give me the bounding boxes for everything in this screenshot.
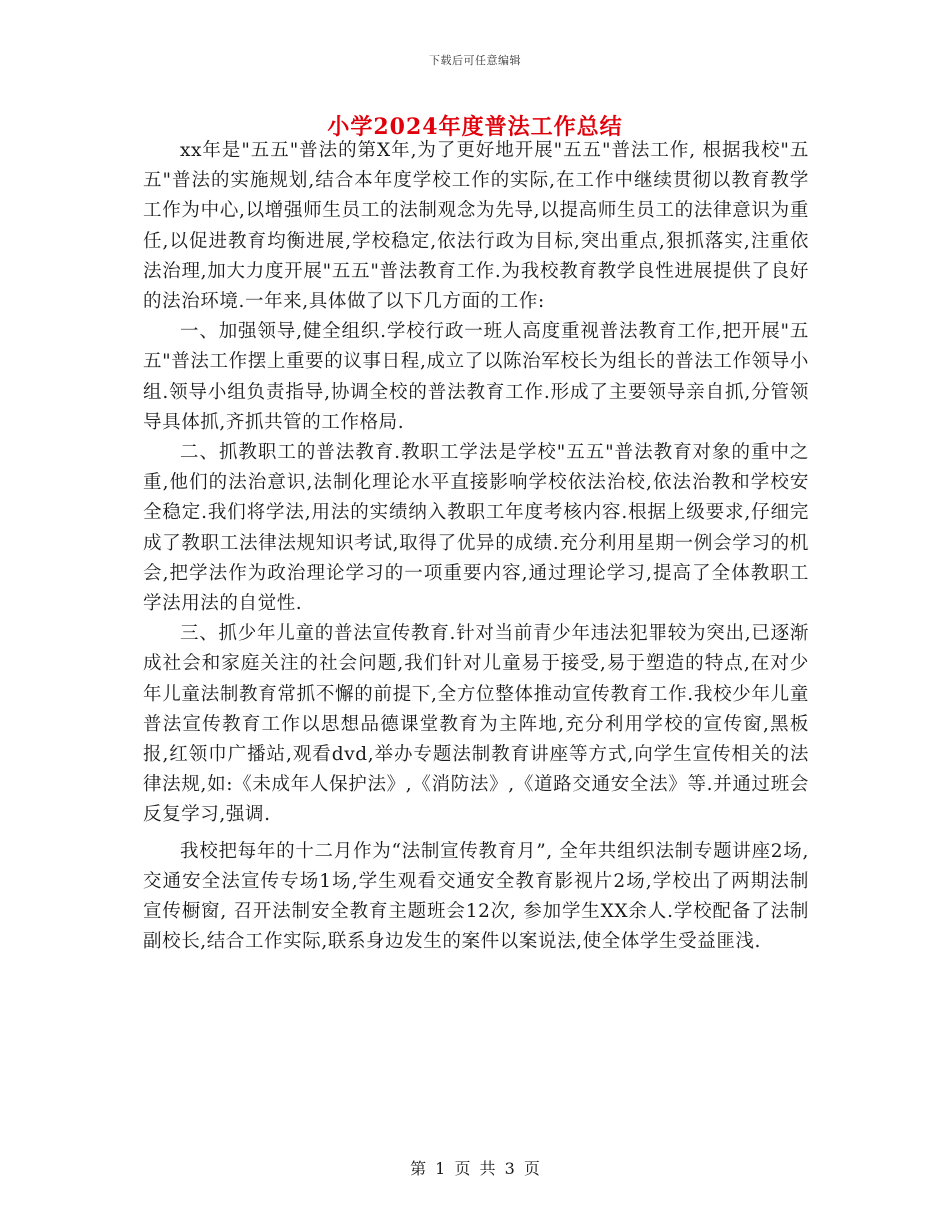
document-title: 小学2024年度普法工作总结 (327, 114, 623, 140)
document-body (143, 136, 809, 957)
paragraph-staff-education: 二、抓教职工的普法教育.教职工学法是学校"五五"普法教育对象的重中之重,他们的法治意识,法制化理论水平直接影响学校依法治校,依法治教和学校安全稳定.我们将学法,用法的实绩纳入教职工年度考核内容.根据上级要求,仔细完成了教职工法律法规知识考试,取得了优异的成绩.充分利用星期一例会学习的机会,把学法作为政治理论学习的一项重要内容,通过理论学习,提高了全体教职工学法用法的自觉性. (143, 442, 809, 615)
paragraph-intro: xx年是"五五"普法的第X年,为了更好地开展"五五"普法工作, 根据我校"五五"普法的实施规划,结合本年度学校工作的实际,在工作中继续贯彻以教育教学工作为中心,以增强师生员工的法制观念为先导,以提高师生员工的法律意识为重任,以促进教育均衡进展,学校稳定,依法行政为目标,突出重点,狠抓落实,注重依法治理,加大力度开展"五五"普法教育工作.为我校教育教学良性进展提供了良好的法治环境.一年来,具体做了以下几方面的工作: (143, 140, 809, 313)
paragraph-student-education: 三、抓少年儿童的普法宣传教育.针对当前青少年违法犯罪较为突出,已逐渐成社会和家庭关注的社会问题,我们针对儿童易于接受,易于塑造的特点,在对少年儿童法制教育常抓不懈的前提下,全方位整体推动宣传教育工作.我校少年儿童普法宣传教育工作以思想品德课堂教育为主阵地,充分利用学校的宣传窗,黑板报,红领巾广播站,观看dvd,举办专题法制教育讲座等方式,向学生宣传相关的法律法规,如:《未成年人保护法》,《消防法》,《道路交通安全法》等.并通过班会反复学习,强调. (143, 623, 809, 826)
paragraph-leadership: 一、加强领导,健全组织.学校行政一班人高度重视普法教育工作,把开展"五五"普法工作摆上重要的议事日程,成立了以陈治军校长为组长的普法工作领导小组.领导小组负责指导,协调全校的普法教育工作.形成了主要领导亲自抓,分管领导具体抓,齐抓共管的工作格局. (143, 321, 809, 433)
paragraph-legal-month: 我校把每年的十二月作为“法制宣传教育月”, 全年共组织法制专题讲座2场,交通安全法宣传专场1场,学生观看交通安全教育影视片2场,学校出了两期法制宣传橱窗, 召开法制安全教育主题班会12次, 参加学生XX余人.学校配备了法制副校长,结合工作实际,联系身边发生的案件以案说法,使全体学生受益匪浅. (143, 840, 809, 953)
page-number: 第 1 页 共 3 页 (410, 1159, 540, 1178)
page-header-note: 下载后可任意编辑 (429, 54, 521, 67)
